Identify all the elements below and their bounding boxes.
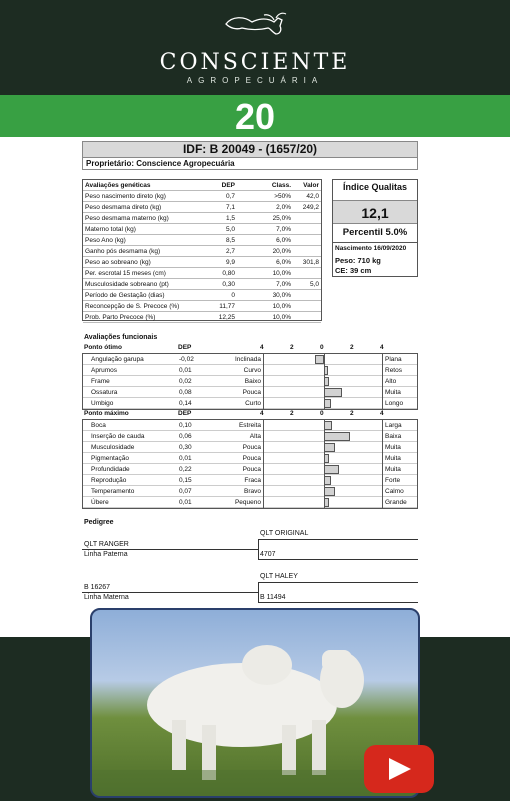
- genetic-value: 301,8: [302, 259, 319, 266]
- pedigree-dam-sire: QLT HALEY: [260, 573, 298, 580]
- functional-dep: 0,14: [179, 400, 192, 407]
- functional-left-label: Curvo: [243, 367, 261, 374]
- pedigree-line: [258, 559, 418, 560]
- genetic-dep: 12,25: [218, 314, 235, 321]
- functional-right-label: Muita: [385, 444, 401, 451]
- genetic-dep: 2,7: [225, 248, 235, 255]
- genetic-class: 2,0%: [276, 204, 291, 211]
- functional-left-label: Pouca: [242, 444, 261, 451]
- genetic-row: [83, 290, 321, 301]
- functional-bar: [324, 443, 335, 452]
- genetic-class: 7,0%: [276, 281, 291, 288]
- functional-bar: [324, 377, 329, 386]
- functional-bar: [324, 366, 328, 375]
- genetic-dep: 11,77: [219, 303, 235, 310]
- genetic-trait-name: Materno total (kg): [85, 226, 136, 233]
- brand-name: CONSCIENTE: [159, 50, 351, 75]
- genetic-row: [83, 235, 321, 246]
- idf-title: IDF: B 20049 - (1657/20): [82, 141, 418, 158]
- genetic-value: 5,0: [309, 281, 319, 288]
- functional-bar: [324, 498, 329, 507]
- functional-right-label: Longo: [385, 400, 404, 407]
- functional-scale-tick: 2: [350, 410, 354, 417]
- functional-block-header: [82, 409, 418, 419]
- functional-dep: 0,02: [179, 378, 192, 385]
- functional-left-label: Alta: [249, 433, 261, 440]
- genetic-class: 30,0%: [272, 292, 291, 299]
- functional-right-label: Muita: [385, 466, 401, 473]
- genetic-dep: 7,1: [225, 204, 235, 211]
- genetic-dep: 9,9: [225, 259, 235, 266]
- genetic-row: [83, 301, 321, 312]
- functional-trait-name: Boca: [91, 422, 106, 429]
- functional-dep-header: DEP: [178, 344, 192, 351]
- functional-scale-tick: 2: [290, 344, 294, 351]
- functional-scale-tick: 0: [320, 344, 324, 351]
- functional-bar: [324, 421, 332, 430]
- functional-bar: [324, 487, 335, 496]
- genetic-trait-name: Musculosidade sobreano (pt): [85, 281, 169, 288]
- functional-trait-name: Pigmentação: [91, 455, 129, 462]
- pedigree-line: [258, 539, 259, 559]
- functional-scale-tick: 2: [290, 410, 294, 417]
- functional-dep: 0,15: [179, 477, 192, 484]
- genetic-class: 10,0%: [272, 303, 291, 310]
- functional-left-label: Pouca: [242, 389, 261, 396]
- pedigree-line: [258, 582, 259, 602]
- genetic-row: [83, 257, 321, 268]
- genetic-trait-name: Peso desmama materno (kg): [85, 215, 169, 222]
- functional-left-label: Estreita: [238, 422, 261, 429]
- functional-dep: 0,08: [179, 389, 192, 396]
- functional-right-label: Baixa: [385, 433, 402, 440]
- genetic-header-class: Class.: [271, 182, 291, 189]
- genetic-row: [83, 246, 321, 257]
- genetic-class: >50%: [274, 193, 291, 200]
- pedigree-sire: QLT RANGER: [84, 541, 129, 548]
- functional-block: [82, 419, 418, 509]
- functional-trait-name: Umbigo: [91, 400, 114, 407]
- functional-left-label: Pequeno: [234, 499, 261, 506]
- functional-left-label: Pouca: [242, 466, 261, 473]
- genetic-trait-name: Reconcepção de S. Precoce (%): [85, 303, 180, 310]
- genetic-header-name: Avaliações genéticas: [85, 182, 151, 189]
- animal-weight: Peso: 710 kg: [335, 256, 381, 265]
- index-box: [332, 179, 418, 243]
- genetic-row: [83, 191, 321, 202]
- functional-dep: 0,06: [179, 433, 192, 440]
- genetic-class: 6,0%: [276, 259, 291, 266]
- index-percentile: Percentil 5.0%: [342, 227, 408, 238]
- functional-block-header: [82, 343, 418, 353]
- functional-trait-name: Temperamento: [91, 488, 135, 495]
- genetic-header-dep: DEP: [221, 182, 235, 189]
- pedigree-line: [82, 592, 258, 593]
- functional-right-label: Alto: [385, 378, 397, 385]
- functional-dep: 0,01: [179, 455, 192, 462]
- genetic-row: [83, 268, 321, 279]
- functional-right-label: Retos: [385, 367, 402, 374]
- functional-scale-tick: 2: [350, 344, 354, 351]
- functional-block-title: Ponto ótimo: [84, 344, 122, 351]
- lot-number: 20: [234, 96, 276, 137]
- functional-trait-name: Angulação garupa: [91, 356, 144, 363]
- functional-trait-name: Reprodução: [91, 477, 127, 484]
- functional-block-title: Ponto máximo: [84, 410, 129, 417]
- functional-trait-name: Inserção de cauda: [91, 433, 145, 440]
- pedigree-sire-line: Linha Paterna: [84, 551, 128, 558]
- genetic-class: 20,0%: [272, 248, 291, 255]
- genetic-trait-name: Per. escrotal 15 meses (cm): [85, 270, 166, 277]
- functional-bar: [324, 388, 342, 397]
- functional-trait-name: Úbere: [91, 499, 109, 506]
- video-play-button[interactable]: [364, 745, 434, 793]
- genetic-class: 10,0%: [272, 314, 291, 321]
- pedigree-line: [258, 602, 418, 603]
- functional-trait-name: Aprumos: [91, 367, 118, 374]
- functional-block: [82, 353, 418, 410]
- genetic-trait-name: Peso nascimento direto (kg): [85, 193, 166, 200]
- functional-scale-tick: 4: [260, 410, 264, 417]
- genetic-row: [83, 224, 321, 235]
- genetic-class: 25,0%: [272, 215, 291, 222]
- functional-dep: 0,07: [179, 488, 192, 495]
- functional-scale-tick: 4: [260, 344, 264, 351]
- genetic-dep: 1,5: [225, 215, 235, 222]
- genetic-dep: 0: [231, 292, 235, 299]
- functional-bar: [315, 355, 324, 364]
- genetic-evaluation-table: [82, 179, 322, 321]
- functional-bar: [324, 465, 339, 474]
- functional-right-label: Grande: [385, 499, 407, 506]
- play-icon: [389, 758, 411, 780]
- genetic-class: 6,0%: [276, 237, 291, 244]
- genetic-row: [83, 202, 321, 213]
- functional-bar: [324, 399, 331, 408]
- functional-dep-header: DEP: [178, 410, 192, 417]
- genetic-trait-name: Período de Gestação (dias): [85, 292, 165, 299]
- genetic-dep: 0,7: [225, 193, 235, 200]
- functional-plot: [263, 354, 383, 409]
- bull-logo-icon: [222, 8, 290, 42]
- genetic-row: [83, 213, 321, 224]
- functional-left-label: Pouca: [242, 455, 261, 462]
- brand-subtitle: AGROPECUÁRIA: [186, 76, 324, 85]
- functional-dep: 0,22: [179, 466, 192, 473]
- functional-left-label: Baixo: [244, 378, 261, 385]
- functional-scale-tick: 4: [380, 344, 384, 351]
- pedigree-sire-sire: QLT ORIGINAL: [260, 530, 309, 537]
- pedigree-sire-dam: 4707: [260, 551, 276, 558]
- functional-title: Avaliações funcionais: [84, 334, 158, 341]
- genetic-header-value: Valor: [303, 182, 319, 189]
- index-value: 12,1: [333, 200, 417, 224]
- genetic-dep: 0,30: [222, 281, 235, 288]
- header: [0, 0, 510, 95]
- functional-bar: [324, 432, 350, 441]
- genetic-value: 42,0: [306, 193, 319, 200]
- functional-plot: [263, 420, 383, 508]
- genetic-row: [83, 312, 321, 323]
- functional-trait-name: Frame: [91, 378, 110, 385]
- animal-info-box: [332, 243, 418, 277]
- genetic-trait-name: Ganho pós desmama (kg): [85, 248, 161, 255]
- functional-trait-name: Musculosidade: [91, 444, 135, 451]
- functional-bar: [324, 476, 331, 485]
- genetic-class: 7,0%: [276, 226, 291, 233]
- birth-date: Nascimento 16/09/2020: [335, 245, 407, 252]
- functional-trait-name: Profundidade: [91, 466, 130, 473]
- functional-left-label: Fraca: [244, 477, 261, 484]
- pedigree-dam-line: Linha Materna: [84, 594, 129, 601]
- pedigree-line: [258, 582, 418, 583]
- genetic-trait-name: Peso desmama direto (kg): [85, 204, 162, 211]
- pedigree-line: [258, 539, 418, 540]
- pedigree-dam-dam: B 11494: [260, 594, 286, 601]
- functional-bar: [324, 454, 329, 463]
- functional-right-label: Muita: [385, 389, 401, 396]
- functional-dep: -0,02: [179, 356, 194, 363]
- functional-trait-name: Ossatura: [91, 389, 118, 396]
- genetic-table-header: [83, 180, 321, 191]
- functional-right-label: Forte: [385, 477, 401, 484]
- owner-label: Proprietário: Conscience Agropecuária: [82, 158, 418, 170]
- functional-right-label: Plana: [385, 356, 402, 363]
- functional-dep: 0,10: [179, 422, 192, 429]
- genetic-trait-name: Peso Ano (kg): [85, 237, 126, 244]
- functional-scale-tick: 0: [320, 410, 324, 417]
- functional-dep: 0,01: [179, 499, 192, 506]
- functional-right-label: Calmo: [385, 488, 404, 495]
- functional-left-label: Curto: [245, 400, 261, 407]
- functional-right-label: Larga: [385, 422, 402, 429]
- pedigree-title: Pedigree: [84, 519, 114, 526]
- functional-right-label: Muita: [385, 455, 401, 462]
- functional-scale-tick: 4: [380, 410, 384, 417]
- functional-left-label: Bravo: [244, 488, 261, 495]
- pedigree-line: [82, 549, 258, 550]
- functional-left-label: Inclinada: [234, 356, 261, 363]
- index-title: Índice Qualitas: [342, 182, 408, 192]
- genetic-dep: 0,80: [222, 270, 235, 277]
- functional-dep: 0,30: [179, 444, 192, 451]
- scrotal-circumference: CE: 39 cm: [335, 266, 372, 275]
- genetic-class: 10,0%: [272, 270, 291, 277]
- functional-dep: 0,01: [179, 367, 192, 374]
- genetic-trait-name: Peso ao sobreano (kg): [85, 259, 151, 266]
- genetic-value: 249,2: [302, 204, 319, 211]
- genetic-dep: 8,5: [225, 237, 235, 244]
- pedigree-dam: B 16267: [84, 584, 111, 591]
- genetic-trait-name: Prob. Parto Precoce (%): [85, 314, 156, 321]
- genetic-row: [83, 279, 321, 290]
- genetic-dep: 5,0: [225, 226, 235, 233]
